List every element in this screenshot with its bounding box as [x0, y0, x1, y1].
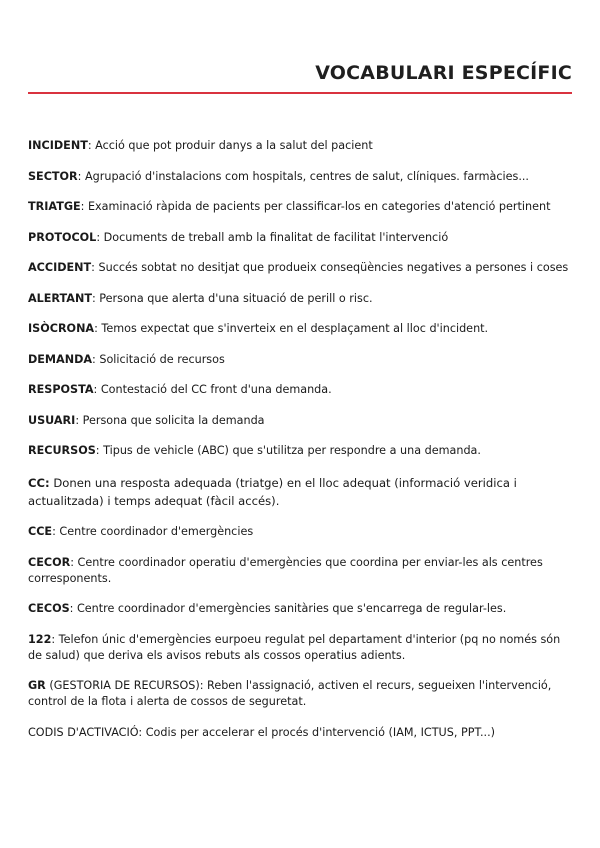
list-item: [28, 725, 572, 741]
list-item: [28, 382, 572, 398]
page-title: VOCABULARI ESPECÍFIC: [315, 62, 572, 84]
title-divider: [28, 92, 572, 94]
entry-definition: : Documents de treball amb la finalitat de facilitat l'intervenció: [96, 230, 449, 244]
entry-definition: : Persona que solicita la demanda: [75, 413, 265, 427]
entry-term: INCIDENT: [28, 139, 88, 152]
entry-definition: Donen una resposta adequada (triatge) en el lloc adequat (informació veridica i actualitzada) i temps adequat (fàcil accés).: [28, 475, 517, 508]
entry-term: SECTOR: [28, 169, 78, 183]
entry-term: GR: [28, 679, 46, 692]
entry-term: PROTOCOL: [28, 230, 97, 244]
entry-definition: (GESTORIA DE RECURSOS): Reben l'assignació, activen el recurs, segueixen l'intervenció, control de la flota i alerta de cossos de seguretat.: [28, 679, 552, 708]
entry-term: 122: [28, 632, 52, 646]
entry-definition: : Telefon únic d'emergències eurpoeu regulat pel departament d'interior (pq no només són de salud) que deriva els avisos rebuts als cossos operatius adients.: [28, 632, 561, 662]
entry-definition: : Temos expectat que s'inverteix en el desplaçament al lloc d'incident.: [94, 322, 489, 335]
entry-term: CODIS D'ACTIVACIÓ: [28, 725, 139, 739]
entry-definition: : Solicitació de recursos: [92, 352, 225, 366]
entry-term: CCE: [28, 525, 53, 538]
entry-term: CECOR: [28, 555, 71, 569]
entry-definition: : Acció que pot produir danys a la salut del pacient: [87, 139, 373, 152]
vocabulary-list: [28, 138, 572, 755]
entry-definition: : Centre coordinador operatiu d'emergències que coordina per enviar-les als centres corresponents.: [28, 555, 543, 585]
list-item: [28, 199, 572, 215]
entry-term: ISÒCRONA: [28, 322, 95, 335]
entry-definition: : Contestació del CC front d'una demanda.: [93, 383, 332, 396]
list-item: [28, 601, 572, 617]
entry-term: ALERTANT: [28, 291, 92, 305]
entry-term: CECOS: [28, 602, 70, 615]
list-item: [28, 352, 572, 368]
entry-definition: : Centre coordinador d'emergències sanitàries que s'encarrega de regular-les.: [69, 602, 507, 615]
list-item: [28, 678, 572, 710]
entry-definition: : Examinació ràpida de pacients per classificar-los en categories d'atenció pertinent: [80, 200, 551, 213]
list-item: [28, 524, 572, 540]
list-item: [28, 413, 572, 429]
entry-term: TRIATGE: [28, 200, 81, 213]
entry-definition: : Codis per accelerar el procés d'intervenció (IAM, ICTUS, PPT...): [138, 725, 495, 739]
entry-definition: : Persona que alerta d'una situació de perill o risc.: [91, 291, 373, 305]
entry-term: ACCIDENT: [28, 261, 92, 274]
list-item: [28, 291, 572, 307]
list-item: [28, 555, 572, 587]
entry-definition: : Centre coordinador d'emergències: [52, 525, 254, 538]
entry-definition: : Succés sobtat no desitjat que produeix conseqüències negatives a persones i coses: [91, 261, 569, 274]
entry-definition: : Agrupació d'instalacions com hospitals, centres de salut, clíniques. farmàcies...: [77, 169, 529, 183]
entry-term: RECURSOS: [28, 444, 96, 457]
entry-term: USUARI: [28, 413, 76, 427]
list-item: [28, 474, 572, 510]
entry-definition: : Tipus de vehicle (ABC) que s'utilitza per respondre a una demanda.: [95, 444, 481, 457]
entry-term: DEMANDA: [28, 352, 93, 366]
list-item: [28, 632, 572, 664]
entry-term: CC:: [28, 475, 50, 490]
list-item: [28, 260, 572, 276]
list-item: [28, 321, 572, 337]
list-item: [28, 443, 572, 459]
entry-term: RESPOSTA: [28, 383, 94, 396]
list-item: [28, 230, 572, 246]
list-item: [28, 169, 572, 185]
list-item: [28, 138, 572, 154]
